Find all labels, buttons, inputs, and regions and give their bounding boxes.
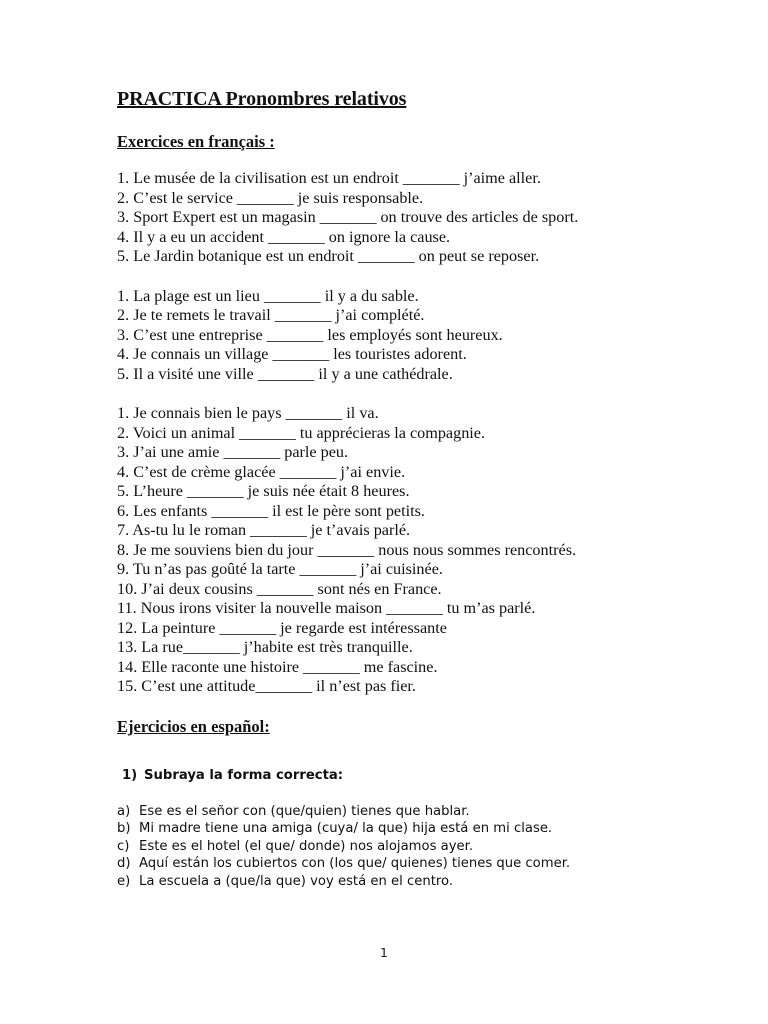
item-text: Ese es el señor con (que/quien) tienes que hablar. — [139, 803, 470, 819]
item-text: La escuela a (que/la que) voy está en el centro. — [139, 873, 454, 889]
exercise-line: 2. C’est le service _______ je suis responsable. — [117, 188, 424, 207]
exercise-line: 14. Elle raconte une histoire _______ me fascine. — [117, 657, 438, 676]
french-exercise-group-3 — [117, 404, 657, 697]
spanish-exercise-list — [117, 803, 657, 891]
page-number: 1 — [380, 946, 388, 960]
exercise-line: 4. Je connais un village _______ les touristes adorent. — [117, 345, 467, 363]
item-text: Mi madre tiene una amiga (cuya/ la que) hija está en mi clase. — [139, 821, 553, 836]
exercise-line: 6. Les enfants _______ il est le père sont petits. — [117, 501, 425, 520]
exercise-line: 3. C’est une entreprise _______ les employés sont heureux. — [117, 325, 503, 344]
list-item — [117, 838, 657, 856]
exercise-line: 3. J’ai une amie _______ parle peu. — [117, 443, 349, 461]
exercise-line: 11. Nous irons visiter la nouvelle maison _______ tu m’as parlé. — [117, 599, 536, 617]
item-letter: d) — [117, 856, 131, 871]
item-text: Aquí están los cubiertos con (los que/ quienes) tienes que comer. — [139, 856, 571, 871]
document-page — [117, 86, 657, 890]
french-exercise-group-1 — [117, 169, 657, 267]
exercise-line: 15. C’est une attitude_______ il n’est pas fier. — [117, 677, 416, 695]
exercise-line: 10. J’ai deux cousins _______ sont nés en France. — [117, 579, 442, 598]
page-title: PRACTICA Pronombres relativos — [117, 88, 407, 110]
exercise-line: 1. Je connais bien le pays _______ il va. — [117, 404, 379, 422]
exercise-instruction: Subraya la forma correcta: — [144, 767, 344, 783]
exercise-line: 2. Voici un animal _______ tu apprécieras la compagnie. — [117, 423, 486, 442]
exercise-line: 1. Le musée de la civilisation est un endroit _______ j’aime aller. — [117, 169, 541, 187]
exercise-line: 12. La peinture _______ je regarde est intéressante — [117, 618, 447, 637]
exercise-line: 9. Tu n’as pas goûté la tarte _______ j’ai cuisinée. — [117, 560, 443, 578]
exercise-line: 8. Je me souviens bien du jour _______ nous nous sommes rencontrés. — [117, 540, 577, 559]
exercise-line: 5. L’heure _______ je suis née était 8 heures. — [117, 482, 410, 500]
exercise-line: 5. Il a visité une ville _______ il y a une cathédrale. — [117, 364, 453, 383]
exercise-line: 13. La rue_______ j’habite est très tranquille. — [117, 638, 413, 656]
exercise-line: 3. Sport Expert est un magasin _______ on trouve des articles de sport. — [117, 208, 579, 226]
exercise-line: 4. Il y a eu un accident _______ on ignore la cause. — [117, 227, 451, 246]
item-text: Este es el hotel (el que/ donde) nos alojamos ayer. — [139, 838, 474, 854]
item-letter: e) — [117, 873, 131, 889]
exercise-number: 1) — [122, 767, 138, 783]
french-exercise-group-2 — [117, 287, 657, 385]
item-letter: c) — [117, 838, 130, 854]
list-item — [117, 803, 657, 821]
exercise-line: 7. As-tu lu le roman _______ je t’avais parlé. — [117, 521, 411, 539]
exercise-line: 5. Le Jardin botanique est un endroit _______ on peut se reposer. — [117, 247, 540, 265]
exercise-line: 1. La plage est un lieu _______ il y a du sable. — [117, 286, 419, 305]
list-item — [117, 873, 657, 891]
french-section-heading: Exercices en français : — [117, 132, 275, 151]
spanish-exercise-title — [122, 767, 657, 785]
list-item — [117, 820, 657, 838]
spanish-section-heading: Ejercicios en español: — [117, 716, 270, 736]
item-letter: b) — [117, 821, 131, 836]
exercise-line: 4. C’est de crème glacée _______ j’ai envie. — [117, 462, 406, 481]
item-letter: a) — [117, 803, 131, 819]
exercise-line: 2. Je te remets le travail _______ j’ai complété. — [117, 306, 425, 324]
list-item — [117, 855, 657, 873]
